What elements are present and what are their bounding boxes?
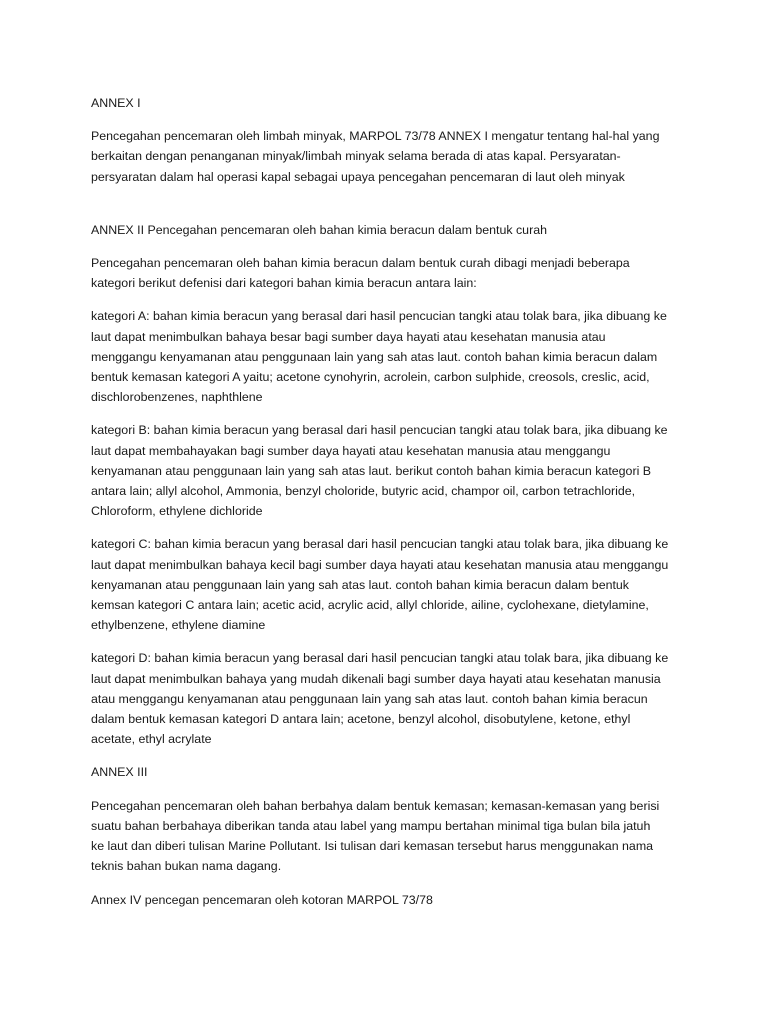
text-line: Pencegahan pencemaran oleh bahan berbahya dalam bentuk kemasan; kemasan-kemasan yang berisi <box>91 798 660 813</box>
text-line: suatu bahan berbahaya diberikan tanda atau label yang mampu bertahan minimal tiga bulan bila jatuh <box>91 818 651 833</box>
text-line: dalam bentuk kemasan kategori D antara lain; acetone, benzyl alcohol, disobutylene, ketone, ethyl <box>91 712 631 727</box>
annex-1-paragraph <box>91 126 681 187</box>
text-line: persyaratan dalam hal operasi kapal sebagai upaya pencegahan pencemaran di laut oleh minyak <box>91 169 625 184</box>
text-line: laut dapat menimbulkan bahaya kecil bagi sumber daya hayati atau kesehatan manusia atau menggangu <box>91 557 669 572</box>
text-line: ANNEX III <box>91 765 148 780</box>
kategori-c-paragraph <box>91 534 681 635</box>
text-line: Chloroform, ethylene dichloride <box>91 504 263 519</box>
annex-3-heading <box>91 762 681 782</box>
text-line: berkaitan dengan penanganan minyak/limbah minyak selama berada di atas kapal. Persyaratan- <box>91 149 621 164</box>
text-line: Pencegahan pencemaran oleh bahan kimia beracun dalam bentuk curah dibagi menjadi beberapa <box>91 256 630 271</box>
kategori-a-paragraph <box>91 306 681 407</box>
annex-4-heading <box>91 890 681 910</box>
annex-2-intro-paragraph <box>91 253 681 293</box>
kategori-b-paragraph <box>91 420 681 521</box>
text-line: bentuk kemasan kategori A yaitu; acetone cynohyrin, acrolein, carbon sulphide, creosols, creslic, acid, <box>91 370 650 385</box>
text-line: ke laut dan diberi tulisan Marine Pollutant. Isi tulisan dari kemasan tersebut harus menggunakan nama <box>91 839 654 854</box>
text-line: teknis bahan bukan nama dagang. <box>91 859 282 874</box>
text-line: acetate, ethyl acrylate <box>91 732 212 747</box>
text-line: kategori D: bahan kimia beracun yang berasal dari hasil pencucian tangki atau tolak bara, jika dibuang ke <box>91 651 669 666</box>
text-line: kategori B: bahan kimia beracun yang berasal dari hasil pencucian tangki atau tolak bara, jika dibuang ke <box>91 423 668 438</box>
text-line: kategori berikut defenisi dari kategori bahan kimia beracun antara lain: <box>91 276 477 291</box>
text-line: kenyamanan atau penggunaan lain yang sah atas laut. berikut contoh bahan kimia beracun kategori B <box>91 463 652 478</box>
text-line: kenyamanan atau penggunaan lain yang sah atas laut. contoh bahan kimia beracun dalam bentuk <box>91 577 630 592</box>
text-line: atau menggangu kenyamanan atau penggunaan lain yang sah atas laut. contoh bahan kimia beracun <box>91 691 648 706</box>
annex-2-heading <box>91 220 681 240</box>
text-line: antara lain; allyl alcohol, Ammonia, benzyl choloride, butyric acid, champor oil, carbon tetrachloride, <box>91 484 636 499</box>
text-line: ANNEX II Pencegahan pencemaran oleh bahan kimia beracun dalam bentuk curah <box>91 222 547 237</box>
text-line: kategori C: bahan kimia beracun yang berasal dari hasil pencucian tangki atau tolak bara, jika dibuang ke <box>91 537 669 552</box>
text-line: laut dapat menimbulkan bahaya yang mudah dikenali bagi sumber daya hayati atau kesehatan manusia <box>91 671 661 686</box>
text-line: kemsan kategori C antara lain; acetic acid, acrylic acid, allyl chloride, ailine, cyclohexane, dietylamine, <box>91 598 649 613</box>
text-line: Annex IV pencegan pencemaran oleh kotoran MARPOL 73/78 <box>91 892 433 907</box>
kategori-d-paragraph <box>91 648 681 749</box>
annex-1-heading <box>91 93 681 113</box>
document-page <box>91 93 681 910</box>
text-line: kategori A: bahan kimia beracun yang berasal dari hasil pencucian tangki atau tolak bara, jika dibuang ke <box>91 309 667 324</box>
text-line: Pencegahan pencemaran oleh limbah minyak, MARPOL 73/78 ANNEX I mengatur tentang hal-hal yang <box>91 129 660 144</box>
text-line: menggangu kenyamanan atau penggunaan lain yang sah atas laut. contoh bahan kimia beracun dalam <box>91 349 658 364</box>
text-line: laut dapat menimbulkan bahaya besar bagi sumber daya hayati atau kesehatan manusia atau <box>91 329 606 344</box>
text-line: laut dapat membahayakan bagi sumber daya hayati atau kesehatan manusia atau menggangu <box>91 443 611 458</box>
text-line: ethylbenzene, ethylene diamine <box>91 618 266 633</box>
annex-3-paragraph <box>91 796 681 877</box>
text-line: ANNEX I <box>91 96 141 110</box>
text-line: dischlorobenzenes, naphthlene <box>91 390 263 405</box>
